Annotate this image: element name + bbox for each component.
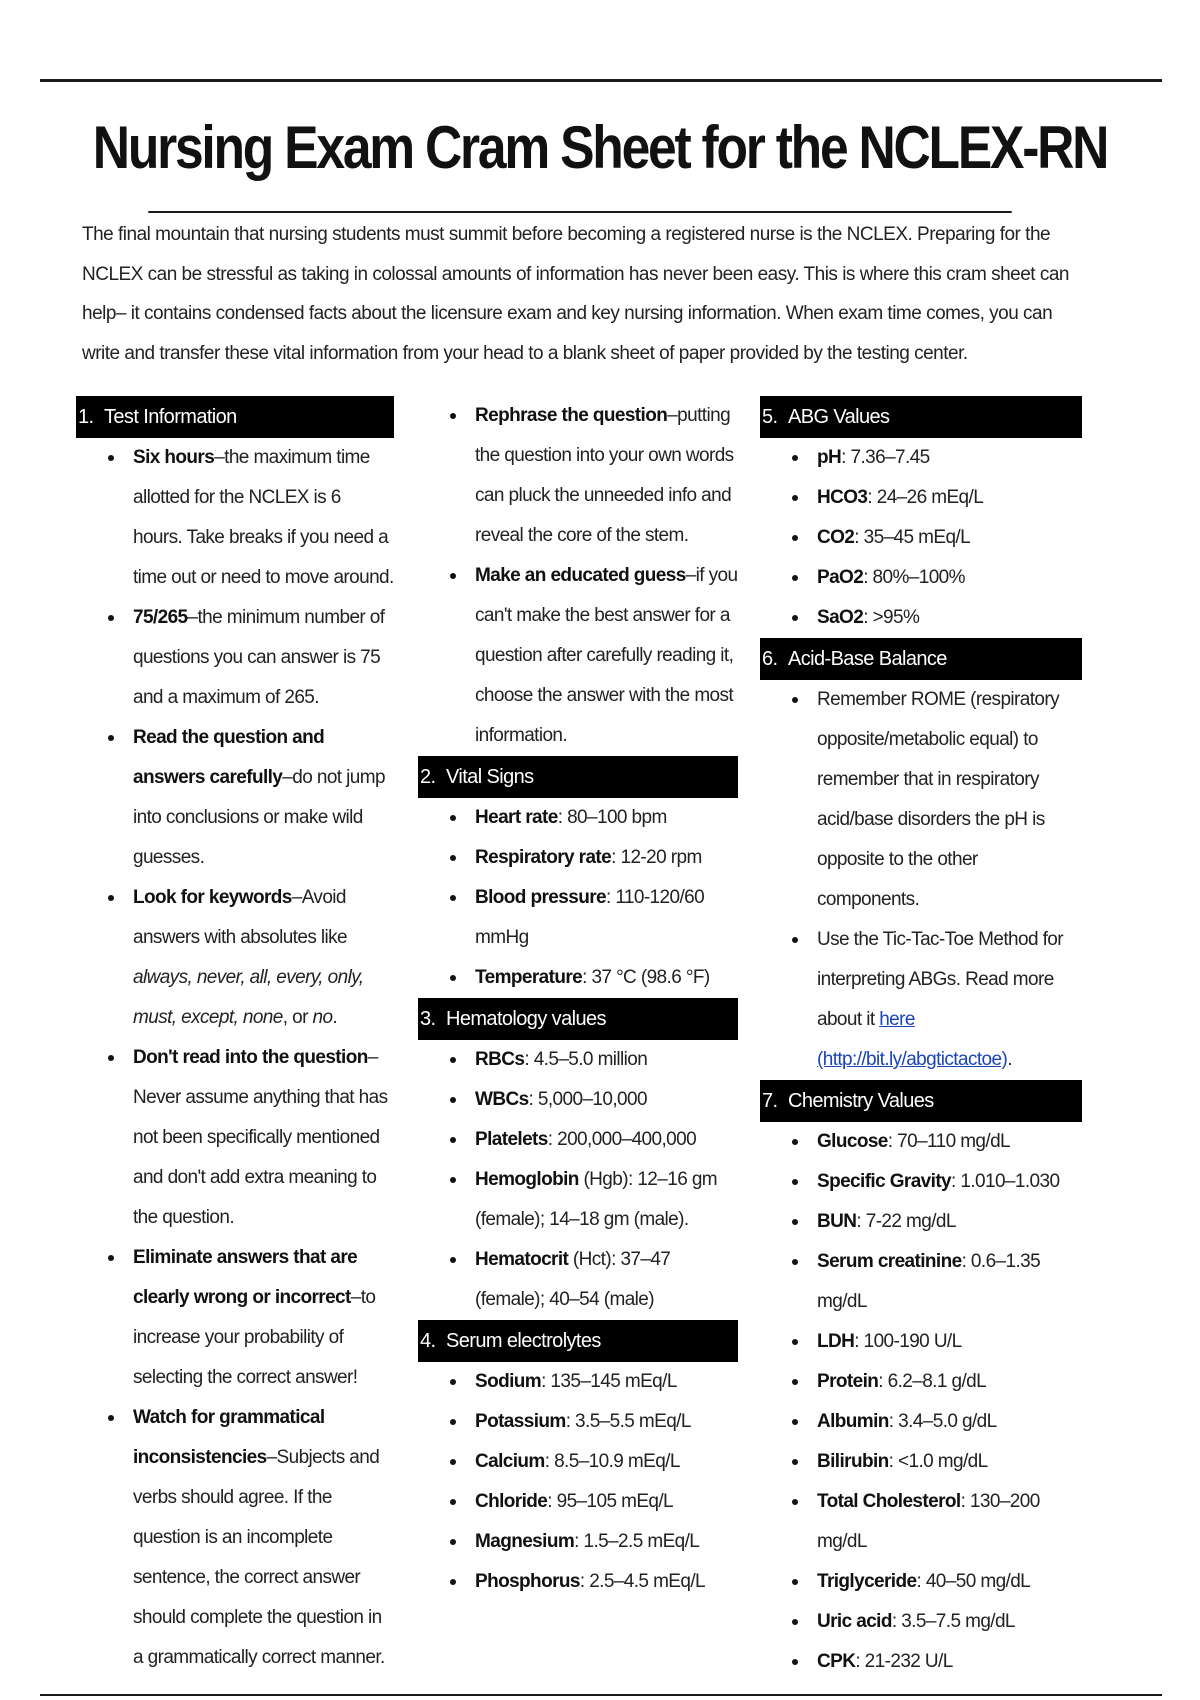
- item-term: Protein: [817, 1371, 879, 1392]
- list-item: [418, 838, 738, 878]
- item-term: Potassium: [475, 1411, 566, 1432]
- section-number: 1.: [78, 406, 94, 428]
- item-text: –do not jump into conclusions or make wild guesses.: [133, 767, 385, 868]
- list-item: [418, 396, 738, 556]
- section-heading-chemistry-values: [760, 1080, 1082, 1122]
- list-item: [760, 1322, 1082, 1362]
- section-number: 4.: [420, 1330, 436, 1352]
- item-term: Look for keywords: [133, 887, 292, 908]
- item-text: : 0.6–1.35 mg/dL: [817, 1251, 1041, 1312]
- abg-values-list: [760, 438, 1082, 638]
- item-term: Magnesium: [475, 1531, 575, 1552]
- list-item: [760, 1202, 1082, 1242]
- item-term: Hematocrit: [475, 1249, 569, 1270]
- item-term: BUN: [817, 1211, 857, 1232]
- section-heading-acid-base-balance: [760, 638, 1082, 680]
- item-text: : 80%–100%: [863, 567, 965, 588]
- item-term: Hemoglobin: [475, 1169, 579, 1190]
- item-text: : 6.2–8.1 g/dL: [878, 1371, 987, 1392]
- list-item: [760, 920, 1082, 1080]
- item-term: Uric acid: [817, 1611, 892, 1632]
- item-text: : 5,000–10,000: [528, 1089, 647, 1110]
- list-item: [418, 1482, 738, 1522]
- item-text: : <1.0 mg/dL: [888, 1451, 988, 1472]
- vital-signs-list: [418, 798, 738, 998]
- list-item: [418, 1442, 738, 1482]
- list-item: [760, 1362, 1082, 1402]
- item-text: : 8.5–10.9 mEq/L: [544, 1451, 680, 1472]
- list-item: [418, 958, 738, 998]
- item-text: Use the Tic-Tac-Toe Method for interpreting ABGs. Read more about it: [817, 929, 1063, 1030]
- section-title: ABG Values: [788, 406, 890, 428]
- item-text: –putting the question into your own words can pluck the unneeded info and reveal the core of the stem.: [475, 405, 734, 546]
- list-item: [418, 1562, 738, 1602]
- section-title: Hematology values: [446, 1008, 606, 1030]
- item-term: Glucose: [817, 1131, 888, 1152]
- item-term: Watch for grammatical inconsistencies: [133, 1407, 325, 1468]
- item-text: : 37 °C (98.6 °F): [582, 967, 710, 988]
- item-term: Total Cholesterol: [817, 1491, 961, 1512]
- item-text: : 21-232 U/L: [855, 1651, 953, 1672]
- section-number: 6.: [762, 648, 778, 670]
- list-item: [418, 556, 738, 756]
- list-item: [418, 1402, 738, 1442]
- section-heading-test-information: [76, 396, 394, 438]
- item-term: Respiratory rate: [475, 847, 612, 868]
- section-heading-vital-signs: [418, 756, 738, 798]
- list-item: [418, 878, 738, 958]
- section-heading-serum-electrolytes: [418, 1320, 738, 1362]
- item-term: Albumin: [817, 1411, 889, 1432]
- item-term: Serum creatinine: [817, 1251, 962, 1272]
- hematology-list: [418, 1040, 738, 1320]
- item-text: (Hgb): 12–16 gm (female); 14–18 gm (male).: [475, 1169, 718, 1230]
- item-term: Sodium: [475, 1371, 542, 1392]
- chemistry-list: [760, 1122, 1082, 1682]
- item-term: Temperature: [475, 967, 583, 988]
- item-text: : 1.010–1.030: [951, 1171, 1060, 1192]
- item-text: –the maximum time allotted for the NCLEX is 6 hours. Take breaks if you need a time out or need to move around.: [133, 447, 394, 588]
- list-item: [760, 558, 1082, 598]
- list-item: [418, 1362, 738, 1402]
- item-text: –Subjects and verbs should agree. If the question is an incomplete sentence, the correct answer should complete the question in a grammatically correct manner.: [133, 1447, 385, 1668]
- list-item: [760, 1162, 1082, 1202]
- item-text: (Hct): 37–47 (female); 40–54 (male): [475, 1249, 671, 1310]
- section-heading-abg-values: [760, 396, 1082, 438]
- item-text: : 2.5–4.5 mEq/L: [579, 1571, 705, 1592]
- section-title: Vital Signs: [446, 766, 534, 788]
- list-item: [760, 1562, 1082, 1602]
- item-term: HCO3: [817, 487, 868, 508]
- section-number: 5.: [762, 406, 778, 428]
- item-text: : 110-120/60 mmHg: [475, 887, 705, 948]
- test-information-list-continued: [418, 396, 738, 756]
- list-item: [418, 1080, 738, 1120]
- item-text: : 3.5–7.5 mg/dL: [891, 1611, 1015, 1632]
- item-text: : 135–145 mEq/L: [541, 1371, 677, 1392]
- item-term: Six hours: [133, 447, 215, 468]
- item-term: pH: [817, 447, 842, 468]
- item-text: –to increase your probability of selecting the correct answer!: [133, 1287, 376, 1388]
- item-term: 75/265: [133, 607, 188, 628]
- section-heading-hematology: [418, 998, 738, 1040]
- item-term: PaO2: [817, 567, 864, 588]
- item-text: : 1.5–2.5 mEq/L: [574, 1531, 700, 1552]
- item-term: WBCs: [475, 1089, 529, 1110]
- item-term: RBCs: [475, 1049, 525, 1070]
- list-item: [76, 718, 394, 878]
- section-number: 7.: [762, 1090, 778, 1112]
- section-title: Chemistry Values: [788, 1090, 934, 1112]
- item-term: Blood pressure: [475, 887, 606, 908]
- page-title: Nursing Exam Cram Sheet for the NCLEX-RN: [92, 114, 1108, 181]
- item-term: CO2: [817, 527, 855, 548]
- test-information-list: [76, 438, 394, 1678]
- section-number: 3.: [420, 1008, 436, 1030]
- item-text: –if you can't make the best answer for a question after carefully reading it, choose the answer with the most information.: [475, 565, 738, 746]
- list-item: [760, 598, 1082, 638]
- item-term: Don't read into the question: [133, 1047, 368, 1068]
- item-text: Remember ROME (respiratory opposite/metabolic equal) to remember that in respiratory acid/base disorders the pH is opposite to the other components.: [817, 689, 1060, 910]
- item-text: : 7.36–7.45: [841, 447, 930, 468]
- list-item: [76, 438, 394, 598]
- list-item: [760, 438, 1082, 478]
- list-item: [76, 878, 394, 1038]
- item-text: : >95%: [863, 607, 920, 628]
- item-term: LDH: [817, 1331, 855, 1352]
- list-item: [760, 518, 1082, 558]
- bottom-rule: [40, 1694, 1162, 1696]
- item-text: : 70–110 mg/dL: [887, 1131, 1011, 1152]
- item-text: : 40–50 mg/dL: [916, 1571, 1031, 1592]
- item-text: –Avoid answers with absolutes like: [133, 887, 348, 948]
- list-item: [418, 1120, 738, 1160]
- item-italic-text: no: [312, 1007, 333, 1028]
- item-italic-text: always, never, all, every, only, must, except, none: [133, 967, 364, 1028]
- list-item: [760, 1402, 1082, 1442]
- item-text: –the minimum number of questions you can answer is 75 and a maximum of 265.: [133, 607, 385, 708]
- list-item: [418, 798, 738, 838]
- list-item: [418, 1040, 738, 1080]
- acid-base-list: [760, 680, 1082, 1080]
- item-term: Triglyceride: [817, 1571, 917, 1592]
- item-text: : 200,000–400,000: [547, 1129, 697, 1150]
- item-term: Bilirubin: [817, 1451, 889, 1472]
- item-term: CPK: [817, 1651, 856, 1672]
- list-item: [760, 1242, 1082, 1322]
- list-item: [760, 478, 1082, 518]
- item-text: : 80–100 bpm: [557, 807, 667, 828]
- column-1: [76, 396, 394, 1678]
- item-term: Heart rate: [475, 807, 558, 828]
- list-item: [76, 1238, 394, 1398]
- item-text: –Never assume anything that has not been specifically mentioned and don't add extra meaning to the question.: [133, 1047, 388, 1228]
- item-text: : 12-20 rpm: [611, 847, 702, 868]
- item-term: Eliminate answers that are clearly wrong or incorrect: [133, 1247, 358, 1308]
- section-title: Acid-Base Balance: [788, 648, 947, 670]
- item-text: : 24–26 mEq/L: [867, 487, 984, 508]
- list-item: [760, 1642, 1082, 1682]
- section-title: Test Information: [104, 406, 237, 428]
- item-text: : 100-190 U/L: [854, 1331, 962, 1352]
- item-text: : 4.5–5.0 million: [524, 1049, 648, 1070]
- abg-tictactoe-link[interactable]: here (http://bit.ly/abgtictactoe): [817, 1009, 1008, 1070]
- list-item: [76, 598, 394, 718]
- item-text: : 7-22 mg/dL: [856, 1211, 956, 1232]
- item-text: .: [1007, 1049, 1012, 1070]
- section-title: Serum electrolytes: [446, 1330, 601, 1352]
- list-item: [760, 1482, 1082, 1562]
- intro-paragraph: The final mountain that nursing students must summit before becoming a registered nurse is the NCLEX. Preparing for the NCLEX can be stressful as taking in colossal amounts of information has never been easy. This is where this cram sheet can help– it contains condensed facts about the licensure exam and key nursing information. When exam time comes, you can write and transfer these vital information from your head to a blank sheet of paper provided by the testing center.: [82, 224, 1069, 364]
- column-3: [760, 396, 1082, 1682]
- item-term: SaO2: [817, 607, 864, 628]
- list-item: [418, 1240, 738, 1320]
- item-term: Rephrase the question: [475, 405, 668, 426]
- list-item: [760, 1602, 1082, 1642]
- item-text: : 35–45 mEq/L: [854, 527, 971, 548]
- item-term: Platelets: [475, 1129, 548, 1150]
- item-text: , or: [282, 1007, 313, 1028]
- item-term: Chloride: [475, 1491, 548, 1512]
- column-2: [418, 396, 738, 1602]
- list-item: [418, 1160, 738, 1240]
- item-term: Calcium: [475, 1451, 545, 1472]
- item-term: Specific Gravity: [817, 1171, 952, 1192]
- list-item: [418, 1522, 738, 1562]
- list-item: [760, 680, 1082, 920]
- section-number: 2.: [420, 766, 436, 788]
- list-item: [760, 1122, 1082, 1162]
- title-rule: [148, 211, 1011, 213]
- top-rule: [40, 79, 1162, 82]
- item-text: : 3.4–5.0 g/dL: [888, 1411, 997, 1432]
- item-text: : 3.5–5.5 mEq/L: [565, 1411, 691, 1432]
- electrolytes-list: [418, 1362, 738, 1602]
- item-text: .: [332, 1007, 338, 1028]
- item-term: Make an educated guess: [475, 565, 686, 586]
- list-item: [76, 1398, 394, 1678]
- list-item: [76, 1038, 394, 1238]
- list-item: [760, 1442, 1082, 1482]
- item-term: Read the question and answers carefully: [133, 727, 325, 788]
- item-text: : 95–105 mEq/L: [547, 1491, 674, 1512]
- item-term: Phosphorus: [475, 1571, 580, 1592]
- item-text: : 130–200 mg/dL: [817, 1491, 1040, 1552]
